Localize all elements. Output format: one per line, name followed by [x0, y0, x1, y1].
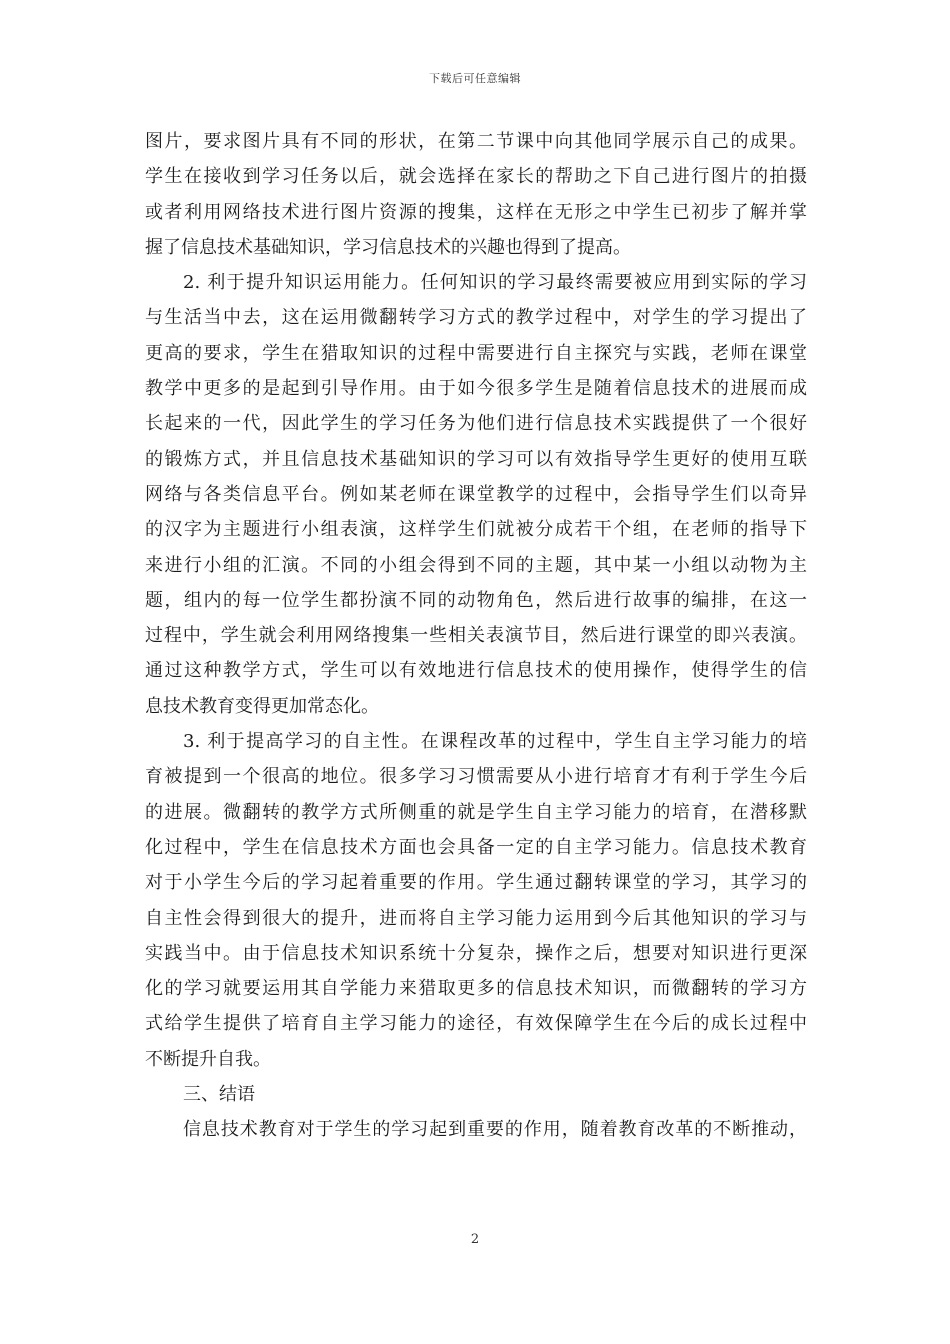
- text-line: 过程中，学生就会利用网络搜集一些相关表演节目，然后进行课堂的即兴表演。: [145, 625, 807, 647]
- text-line: 不断提升自我。: [145, 1048, 271, 1070]
- text-line: 长起来的一代，因此学生的学习任务为他们进行信息技术实践提供了一个很好: [145, 413, 807, 435]
- text-line: 信息技术教育对于学生的学习起到重要的作用，随着教育改革的不断推动，: [183, 1119, 807, 1141]
- text-line: 育被提到一个很高的地位。很多学习习惯需要从小进行培育才有利于学生今后: [145, 766, 807, 788]
- document-body: [145, 124, 807, 1148]
- text-line: 的锻炼方式，并且信息技术基础知识的学习可以有效指导学生更好的使用互联: [145, 448, 807, 470]
- text-line: 握了信息技术基础知识，学习信息技术的兴趣也得到了提高。: [145, 236, 631, 258]
- text-line: 化过程中，学生在信息技术方面也会具备一定的自主学习能力。信息技术教育: [145, 836, 807, 858]
- text-line: 学生在接收到学习任务以后，就会选择在家长的帮助之下自己进行图片的拍摄: [145, 166, 807, 188]
- section-heading-line: 3. 利于提高学习的自主性。在课程改革的过程中，学生自主学习能力的培: [183, 731, 807, 753]
- page-header: 下载后可任意编辑: [429, 72, 521, 85]
- text-line: 的进展。微翻转的教学方式所侧重的就是学生自主学习能力的培育，在潜移默: [145, 801, 807, 823]
- text-line: 与生活当中去，这在运用微翻转学习方式的教学过程中，对学生的学习提出了: [145, 307, 807, 329]
- text-line: 实践当中。由于信息技术知识系统十分复杂，操作之后，想要对知识进行更深: [145, 942, 807, 964]
- text-line: 自主性会得到很大的提升，进而将自主学习能力运用到今后其他知识的学习与: [145, 907, 807, 929]
- text-line: 网络与各类信息平台。例如某老师在课堂教学的过程中，会指导学生们以奇异: [145, 483, 807, 505]
- text-line: 或者利用网络技术进行图片资源的搜集，这样在无形之中学生已初步了解并掌: [145, 201, 807, 223]
- text-line: 通过这种教学方式，学生可以有效地进行信息技术的使用操作，使得学生的信: [145, 660, 807, 682]
- text-line: 来进行小组的汇演。不同的小组会得到不同的主题，其中某一小组以动物为主: [145, 554, 807, 576]
- section-title: 三、结语: [183, 1084, 255, 1106]
- text-line: 题，组内的每一位学生都扮演不同的动物角色，然后进行故事的编排，在这一: [145, 589, 807, 611]
- text-line: 化的学习就要运用其自学能力来猎取更多的信息技术知识，而微翻转的学习方: [145, 978, 807, 1000]
- text-line: 图片，要求图片具有不同的形状，在第二节课中向其他同学展示自己的成果。: [145, 131, 807, 152]
- text-line: 更高的要求，学生在猎取知识的过程中需要进行自主探究与实践，老师在课堂: [145, 342, 807, 364]
- section-heading-line: 2. 利于提升知识运用能力。任何知识的学习最终需要被应用到实际的学习: [183, 272, 807, 294]
- text-line: 教学中更多的是起到引导作用。由于如今很多学生是随着信息技术的进展而成: [145, 378, 807, 400]
- text-line: 式给学生提供了培育自主学习能力的途径，有效保障学生在今后的成长过程中: [145, 1013, 807, 1035]
- text-line: 的汉字为主题进行小组表演，这样学生们就被分成若干个组，在老师的指导下: [145, 519, 807, 541]
- page-number: 2: [470, 1232, 480, 1247]
- text-line: 息技术教育变得更加常态化。: [145, 695, 379, 717]
- text-line: 对于小学生今后的学习起着重要的作用。学生通过翻转课堂的学习，其学习的: [145, 872, 807, 894]
